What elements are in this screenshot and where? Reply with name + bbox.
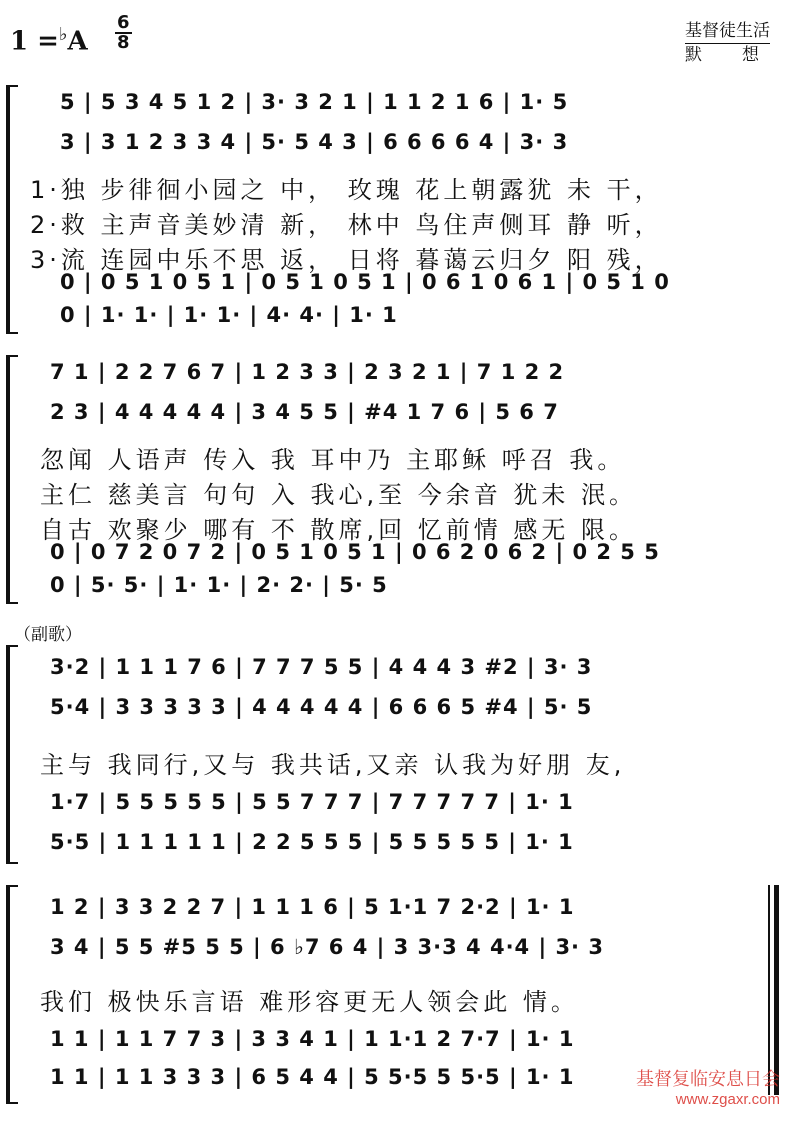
tenor-row: 0 | 0 7 2 0 7 2 | 0 5 1 0 5 1 | 0 6 2 0 6 2 | 0 2 5 5 — [50, 540, 660, 564]
lyric-chorus: 主与 我同行,又与 我共话,又亲 认我为好朋 友, — [40, 751, 626, 779]
system-brace — [6, 645, 18, 864]
lyric-verse-3: 3·流 连园中乐不思 返， 日将 暮蔼云归夕 阳 残， — [30, 246, 663, 274]
lyric-verse-1: 1·独 步徘徊小园之 中， 玫瑰 花上朝露犹 未 干， — [30, 176, 663, 204]
tenor-row: 0 | 0 5 1 0 5 1 | 0 5 1 0 5 1 | 0 6 1 0 6 1 | 0 5 1 0 — [60, 270, 670, 294]
key-signature — [10, 24, 88, 57]
watermark-text: 基督复临安息日会 — [636, 1069, 780, 1090]
soprano-row: 5 | 5 3 4 5 1 2 | 3· 3 2 1 | 1 1 2 1 6 | 1· 5 — [60, 90, 569, 114]
alto-row: 3 | 3 1 2 3 3 4 | 5· 5 4 3 | 6 6 6 6 4 | 3· 3 — [60, 130, 569, 154]
system-1 — [0, 85, 800, 335]
chorus-label: （副歌） — [14, 625, 82, 645]
time-signature — [115, 14, 132, 52]
system-brace — [6, 355, 18, 604]
soprano-row: 7 1 | 2 2 7 6 7 | 1 2 3 3 | 2 3 2 1 | 7 1 2 2 — [50, 360, 565, 384]
key-prefix: 1 = — [10, 26, 59, 57]
watermark-url: www.zgaxr.com — [675, 1091, 780, 1108]
bass-row: 0 | 5· 5· | 1· 1· | 2· 2· | 5· 5 — [50, 573, 388, 597]
credit-source: 基督徒生活 — [685, 20, 770, 44]
lyric-verse-3: 自古 欢聚少 哪有 不 散席,回 忆前情 感无 限。 — [40, 516, 638, 544]
soprano-row: 1 2 | 3 3 2 2 7 | 1 1 1 6 | 5 1·1 7 2·2 | 1· 1 — [50, 895, 575, 919]
alto-row: 3 4 | 5 5 #5 5 5 | 6 ♭7 6 4 | 3 3·3 4 4·4 | 3· 3 — [50, 935, 604, 959]
credit-title: 默 想 — [685, 45, 761, 65]
flat-sign: ♭ — [58, 24, 68, 45]
system-3 — [0, 645, 800, 865]
bass-row: 0 | 1· 1· | 1· 1· | 4· 4· | 1· 1 — [60, 303, 398, 327]
lyric-chorus: 我们 极快乐言语 难形容更无人领会此 情。 — [40, 988, 579, 1016]
bass-row: 1 1 | 1 1 3 3 3 | 6 5 4 4 | 5 5·5 5 5·5 | 1· 1 — [50, 1065, 575, 1089]
tenor-row: 1·7 | 5 5 5 5 5 | 5 5 7 7 7 | 7 7 7 7 7 | 1· 1 — [50, 790, 574, 814]
lyric-verse-1: 忽闻 人语声 传入 我 耳中乃 主耶稣 呼召 我。 — [40, 446, 626, 474]
alto-row: 5·4 | 3 3 3 3 3 | 4 4 4 4 4 | 6 6 6 5 #4 | 5· 5 — [50, 695, 593, 719]
watermark — [636, 1070, 780, 1110]
lyric-verse-2: 2·救 主声音美妙清 新， 林中 鸟住声侧耳 静 听， — [30, 211, 663, 239]
system-brace — [6, 885, 18, 1104]
system-2 — [0, 355, 800, 605]
alto-row: 2 3 | 4 4 4 4 4 | 3 4 5 5 | #4 1 7 6 | 5 6 7 — [50, 400, 559, 424]
key-note: A — [67, 26, 88, 57]
final-barline-thick — [774, 885, 779, 1095]
lyric-verse-2: 主仁 慈美言 句句 入 我心,至 今余音 犹未 泯。 — [40, 481, 638, 509]
soprano-row: 3·2 | 1 1 1 7 6 | 7 7 7 5 5 | 4 4 4 3 #2 | 3· 3 — [50, 655, 593, 679]
time-bottom: 8 — [117, 32, 130, 53]
final-barline — [768, 885, 770, 1095]
bass-row: 5·5 | 1 1 1 1 1 | 2 2 5 5 5 | 5 5 5 5 5 | 1· 1 — [50, 830, 574, 854]
credits — [685, 20, 770, 66]
system-brace — [6, 85, 18, 334]
tenor-row: 1 1 | 1 1 7 7 3 | 3 3 4 1 | 1 1·1 2 7·7 | 1· 1 — [50, 1027, 575, 1051]
time-top: 6 — [117, 12, 130, 33]
